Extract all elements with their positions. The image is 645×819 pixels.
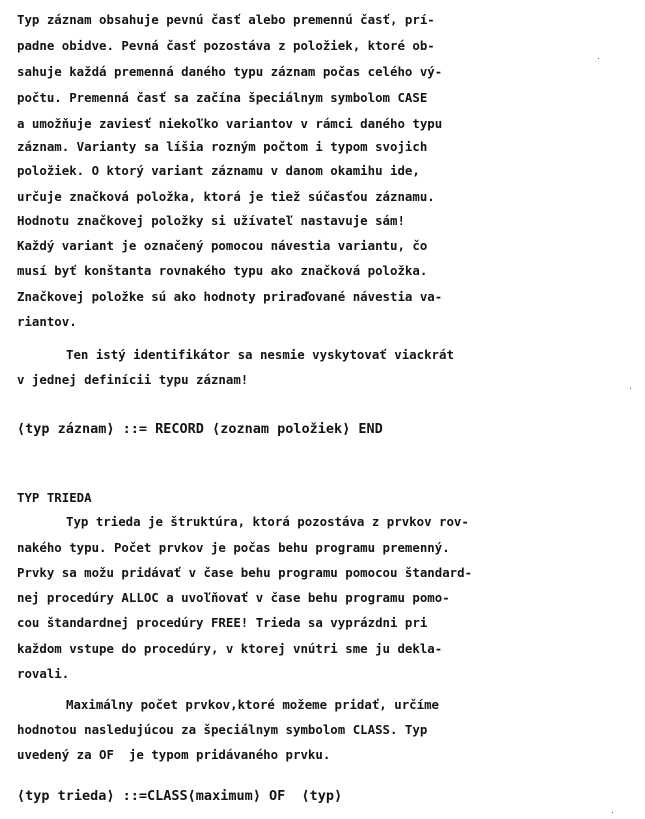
text-line: Maximálny počet prvkov,ktoré možeme pridať, určíme [66,697,439,712]
print-speck [598,58,599,59]
text-line: Typ záznam obsahuje pevnú časť alebo premennú časť, prí- [17,12,435,27]
grammar-rule-record: ⟨typ záznam⟩ ::= RECORD ⟨zoznam položiek⟩ END [17,421,383,437]
text-line: počtu. Premenná časť sa začína špeciálnym symbolom CASE [17,90,428,105]
text-line: záznam. Varianty sa líšia rozným počtom i typom svojich [17,139,428,154]
text-line: nej procedúry ALLOC a uvoľňovať v čase behu programu pomo- [17,590,450,605]
print-speck [612,812,613,813]
grammar-rule-class: ⟨typ trieda⟩ ::=CLASS⟨maximum⟩ OF ⟨typ⟩ [17,788,343,804]
text-line: hodnotou nasledujúcou za špeciálnym symbolom CLASS. Typ [17,722,428,737]
text-line: položiek. O ktorý variant záznamu v danom okamihu ide, [17,163,420,178]
text-line: v jednej definícii typu záznam! [17,372,249,387]
text-line: Značkovej položke sú ako hodnoty priraďované návestia va- [17,289,443,304]
section-heading: TYP TRIEDA [17,490,92,505]
text-line: riantov. [17,314,77,329]
text-line: uvedený za OF je typom pridávaného prvku. [17,747,331,762]
text-line: Každý variant je označený pomocou návestia variantu, čo [17,238,428,253]
text-line: Typ trieda je štruktúra, ktorá pozostáva z prvkov rov- [66,514,469,529]
text-line: určuje značková položka, ktorá je tiež súčasťou záznamu. [17,189,435,204]
text-line: Prvky sa možu pridávať v čase behu programu pomocou štandard- [17,565,473,580]
text-line: rovali. [17,666,70,681]
text-line: Hodnotu značkovej položky si užívateľ nastavuje sám! [17,213,405,228]
text-line: musí byť konštanta rovnakého typu ako značková položka. [17,263,428,278]
text-line: cou štandardnej procedúry FREE! Trieda sa vyprázdni pri [17,615,428,630]
text-line: a umožňuje zaviesť niekoľko variantov v rámci daného typu [17,116,443,131]
text-line: nakého typu. Počet prvkov je počas behu programu premenný. [17,540,450,555]
text-line: Ten istý identifikátor sa nesmie vyskytovať viackrát [66,347,454,362]
print-speck [630,388,631,389]
text-line: padne obidve. Pevná časť pozostáva z položiek, ktoré ob- [17,38,435,53]
text-line: sahuje každá premenná daného typu záznam počas celého vý- [17,64,443,79]
text-line: každom vstupe do procedúry, v ktorej vnútri sme ju dekla- [17,641,443,656]
